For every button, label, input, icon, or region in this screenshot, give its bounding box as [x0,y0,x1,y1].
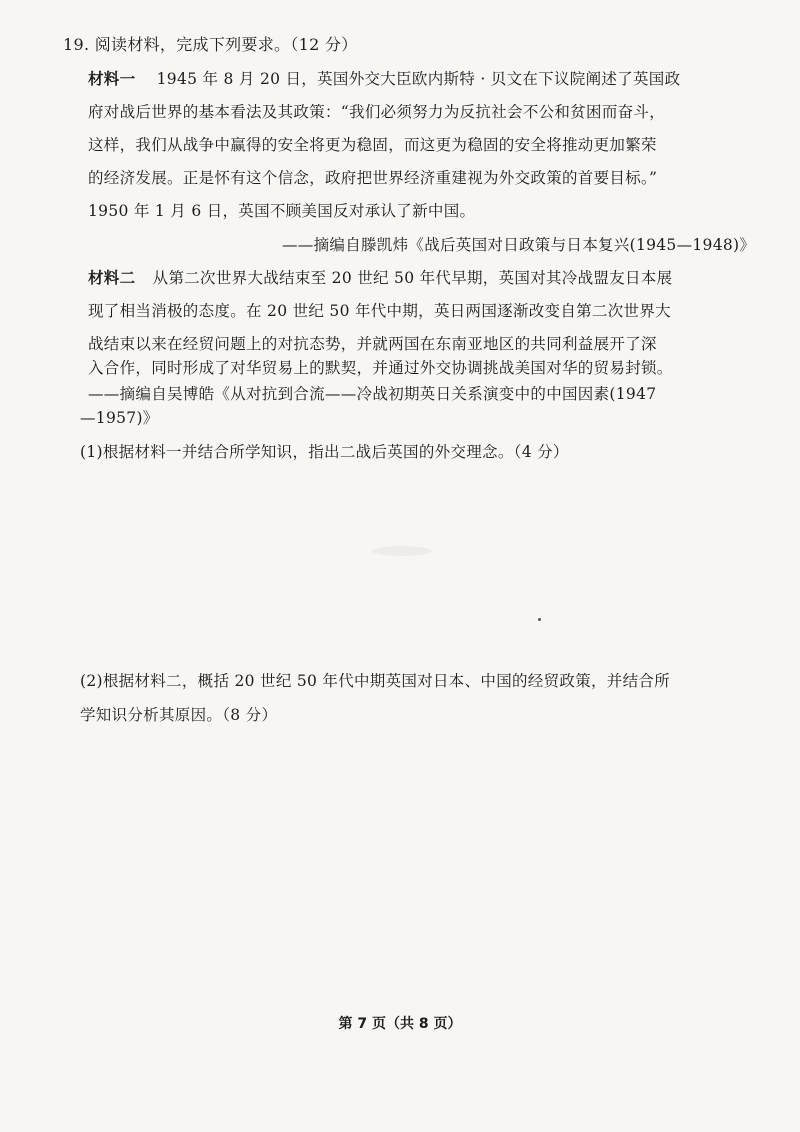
material1-label: 材料一 [88,69,136,88]
material2-source-2: —1957)》 [80,409,159,427]
material2-text-3: 战结束以来在经贸问题上的对抗态势，并就两国在东南亚地区的共同利益展开了深 [88,335,657,353]
material2-label: 材料二 [88,268,136,287]
page-number-footer: 第 7 页（共 8 页） [338,1016,462,1032]
scan-smudge [372,546,432,556]
material2-line1 [88,268,672,288]
material1-text-3: 这样，我们从战争中赢得的安全将更为稳固，而这更为稳固的安全将推动更加繁荣 [88,136,657,154]
material1-text-5: 1950 年 1 月 6 日，英国不顾美国反对承认了新中国。 [88,202,476,220]
material1-line1 [88,69,680,89]
scan-speck [538,618,541,621]
sub-question-2-line1: (2)根据材料二，概括 20 世纪 50 年代中期英国对日本、中国的经贸政策，并结合所 [80,672,671,690]
material2-text-2: 现了相当消极的态度。在 20 世纪 50 年代中期，英日两国逐渐改变自第二次世界大 [88,302,671,320]
sub-question-1: (1)根据材料一并结合所学知识，指出二战后英国的外交理念。（4 分） [80,443,569,461]
sub-question-2-line2: 学知识分析其原因。（8 分） [80,706,278,724]
material1-source: ——摘编自滕凯炜《战后英国对日政策与日本复兴(1945—1948)》 [282,236,756,254]
material1-text-1: 1945 年 8 月 20 日，英国外交大臣欧内斯特 · 贝文在下议院阐述了英国政 [156,70,681,88]
material2-text-1: 从第二次世界大战结束至 20 世纪 50 年代早期，英国对其冷战盟友日本展 [152,269,673,287]
material2-text-4: 入合作，同时形成了对华贸易上的默契，并通过外交协调挑战美国对华的贸易封锁。 [88,359,673,377]
question-header: 19. 阅读材料，完成下列要求。（12 分） [63,35,358,54]
material2-source-1: ——摘编自吴博皓《从对抗到合流——冷战初期英日关系演变中的中国因素(1947 [88,385,657,403]
material1-text-4: 的经济发展。正是怀有这个信念，政府把世界经济重建视为外交政策的首要目标。” [88,169,658,187]
material1-text-2: 府对战后世界的基本看法及其政策：“我们必须努力为反抗社会不公和贫困而奋斗， [88,103,666,121]
